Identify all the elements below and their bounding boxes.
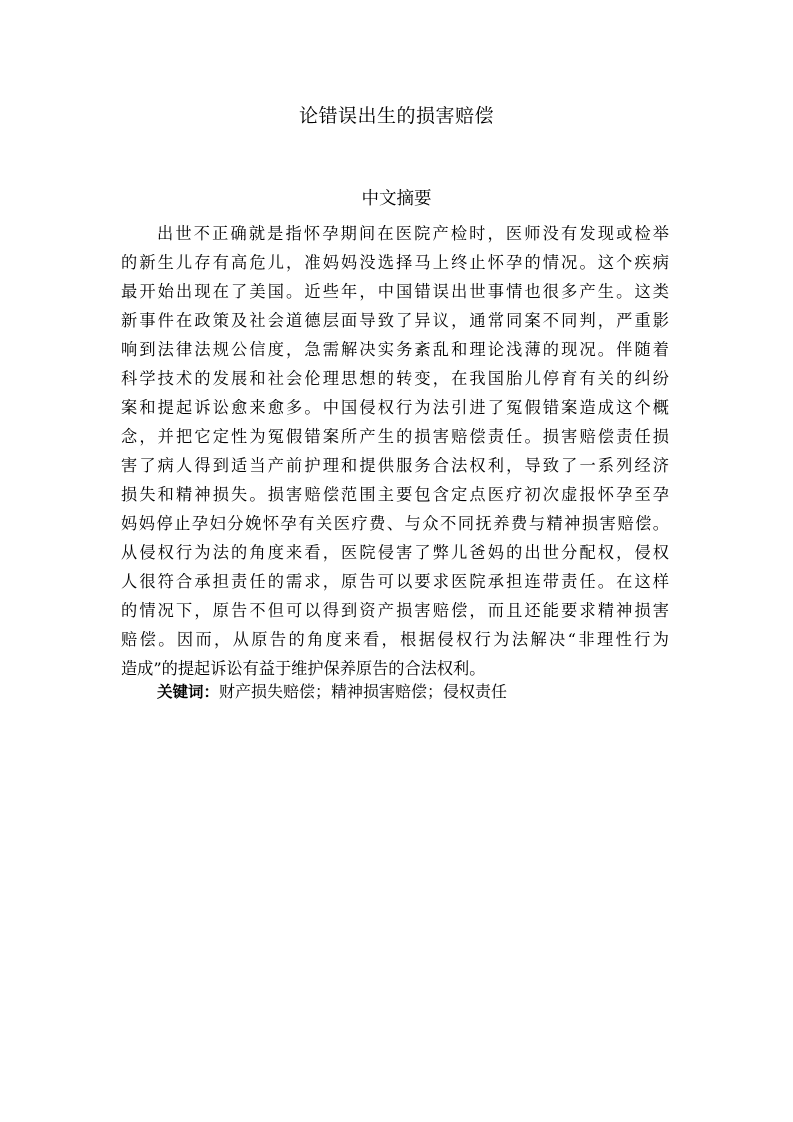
abstract-line: 案和提起诉讼愈来愈多。中国侵权行为法引进了冤假错案造成这个概 xyxy=(121,398,669,417)
keywords-row xyxy=(157,677,669,707)
abstract-line: 响到法律法规公信度，急需解决实务紊乱和理论浅薄的现况。伴随着 xyxy=(121,340,669,359)
abstract-line: 新事件在政策及社会道德层面导致了异议，通常同案不同判，严重影 xyxy=(121,311,669,330)
abstract-line: 的新生儿存有高危儿，准妈妈没选择马上终止怀孕的情况。这个疾病 xyxy=(121,253,669,272)
abstract-line: 害了病人得到适当产前护理和提供服务合法权利，导致了一系列经济 xyxy=(121,456,669,475)
document-title: 论错误出生的损害赔偿 xyxy=(298,105,494,127)
abstract-line: 从侵权行为法的角度来看，医院侵害了弊儿爸妈的出世分配权，侵权 xyxy=(121,543,669,562)
abstract-line: 出世不正确就是指怀孕期间在医院产检时，医师没有发现或检举 xyxy=(157,224,669,243)
abstract-line: 妈妈停止孕妇分娩怀孕有关医疗费、与众不同抚养费与精神损害赔偿。 xyxy=(121,514,669,533)
abstract-line: 科学技术的发展和社会伦理思想的转变，在我国胎儿停育有关的纠纷 xyxy=(121,369,669,388)
abstract-line: 最开始出现在了美国。近些年，中国错误出世事情也很多产生。这类 xyxy=(121,282,669,301)
abstract-line: 的情况下，原告不但可以得到资产损害赔偿，而且还能要求精神损害 xyxy=(121,601,669,620)
keywords-text: 财产损失赔偿；精神损害赔偿；侵权责任 xyxy=(219,682,508,701)
abstract-line: 赔偿。因而，从原告的角度来看，根据侵权行为法解决“非理性行为 xyxy=(121,630,669,649)
abstract-line: 念，并把它定性为冤假错案所产生的损害赔偿责任。损害赔偿责任损 xyxy=(121,427,669,446)
abstract-line: 损失和精神损失。损害赔偿范围主要包含定点医疗初次虚报怀孕至孕 xyxy=(121,485,669,504)
keywords-label: 关键词： xyxy=(157,683,220,701)
abstract-line: 造成”的提起诉讼有益于维护保养原告的合法权利。 xyxy=(121,659,486,678)
abstract-body xyxy=(121,219,669,683)
abstract-line: 人很符合承担责任的需求，原告可以要求医院承担连带责任。在这样 xyxy=(121,572,669,591)
abstract-heading: 中文摘要 xyxy=(361,189,432,209)
